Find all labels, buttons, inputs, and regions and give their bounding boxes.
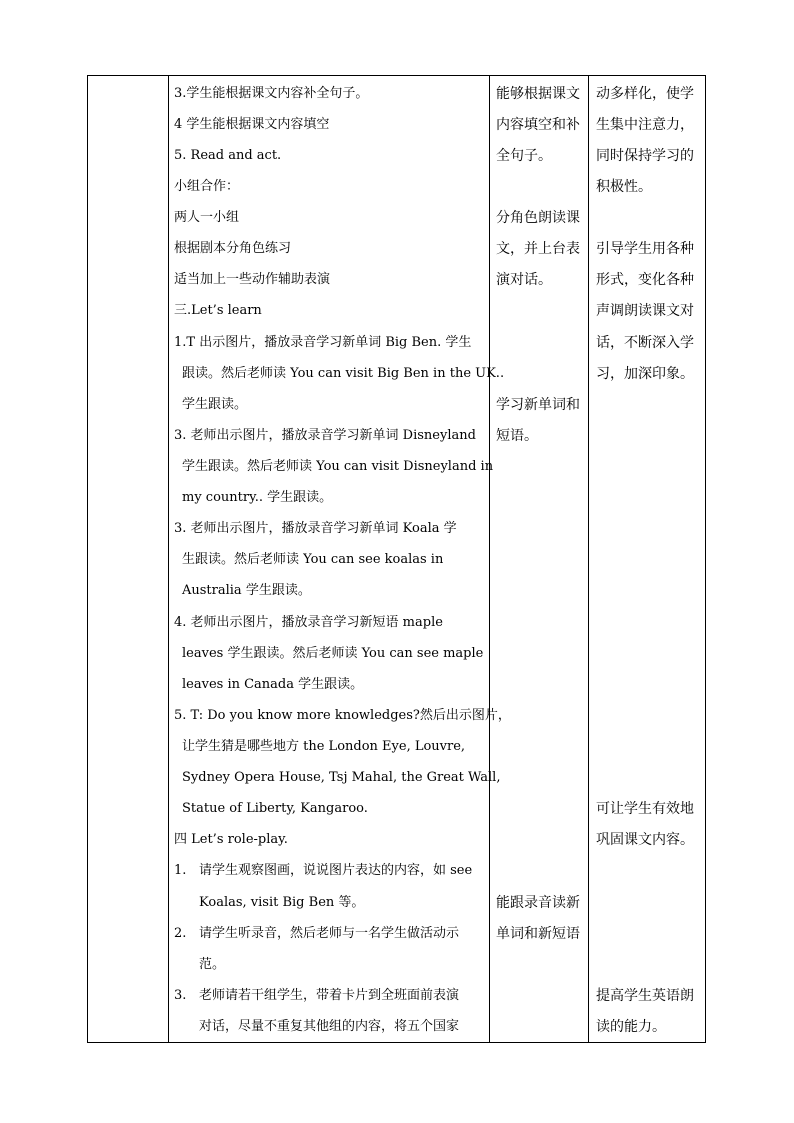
procedure-line: 让学生猜是哪些地方 the London Eye, Louvre, [182,739,466,754]
intent-line: 巩固课文内容。 [596,832,694,848]
list-number: 3. [174,988,187,1003]
procedure-line: 4 学生能根据课文内容填空 [174,117,330,132]
objective-line: 短语。 [496,428,538,444]
intent-line: 可让学生有效地 [596,801,694,817]
procedure-line: 学生跟读。 [182,397,248,412]
intent-line: 提高学生英语朗 [596,988,694,1004]
procedure-line: 3.学生能根据课文内容补全句子。 [174,86,369,101]
objective-line: 能够根据课文 [496,86,580,102]
intent-line: 动多样化，使学 [596,86,694,102]
procedure-line: 请学生听录音，然后老师与一名学生做活动示 [199,926,460,941]
objective-line: 分角色朗读课 [496,210,580,226]
intent-line: 读的能力。 [596,1019,666,1035]
procedure-line: 对话，尽量不重复其他组的内容，将五个国家 [199,1019,460,1034]
objective-line: 全句子。 [496,148,552,164]
objectives-column [490,76,588,1042]
procedure-line: my country.. 学生跟读。 [182,490,333,505]
objective-line: 单词和新短语 [496,926,580,942]
procedure-line: 5. Read and act. [174,148,282,163]
intent-line: 引导学生用各种 [596,241,694,257]
intent-line: 生集中注意力， [596,117,694,133]
objective-line: 学习新单词和 [496,397,580,413]
procedure-line: leaves in Canada 学生跟读。 [182,677,364,692]
objective-line: 演对话。 [496,272,552,288]
objective-line: 能跟录音读新 [496,895,580,911]
procedure-line: 范。 [199,957,226,972]
intent-line: 话，不断深入学 [596,335,694,351]
procedure-line: 适当加上一些动作辅助表演 [174,272,331,287]
procedure-line: 三.Let’s learn [174,303,262,318]
lesson-plan-table [87,75,706,1043]
procedure-line: 5. T: Do you know more knowledges?然后出示图片， [174,708,511,723]
objective-line: 文，并上台表 [496,241,580,257]
intent-line: 习，加深印象。 [596,366,694,382]
intent-line: 积极性。 [596,179,652,195]
procedure-column [169,76,511,1042]
procedure-line: Sydney Opera House, Tsj Mahal, the Great Wall, [182,770,501,785]
objective-line: 内容填空和补 [496,117,580,133]
procedure-line: 两人一小组 [174,210,240,225]
procedure-line: Australia 学生跟读。 [182,583,311,598]
blank-column [88,76,168,1042]
procedure-line: 4. 老师出示图片，播放录音学习新短语 maple [174,615,443,630]
intent-line: 形式，变化各种 [596,272,694,288]
procedure-line: 请学生观察图画，说说图片表达的内容，如 see [199,863,473,878]
list-number: 2. [174,926,187,941]
procedure-line: 小组合作： [174,179,240,194]
procedure-line: Koalas, visit Big Ben 等。 [199,895,365,910]
procedure-line: leaves 学生跟读。然后老师读 You can see maple [182,646,484,661]
intent-line: 声调朗读课文对 [596,303,694,319]
procedure-line: 学生跟读。然后老师读 You can visit Disneyland in [182,459,494,474]
intent-line: 同时保持学习的 [596,148,694,164]
procedure-line: Statue of Liberty, Kangaroo. [182,801,368,816]
procedure-line: 四 Let’s role-play. [174,832,288,847]
procedure-line: 生跟读。然后老师读 You can see koalas in [182,552,444,567]
procedure-line: 老师请若干组学生，带着卡片到全班面前表演 [199,988,460,1003]
procedure-line: 3. 老师出示图片，播放录音学习新单词 Disneyland [174,428,476,443]
procedure-line: 根据剧本分角色练习 [174,241,292,256]
intent-column [589,76,706,1042]
procedure-line: 跟读。然后老师读 You can visit Big Ben in the UK.. [182,366,505,381]
procedure-line: 3. 老师出示图片，播放录音学习新单词 Koala 学 [174,521,457,536]
list-number: 1. [174,863,187,878]
procedure-line: 1.T 出示图片，播放录音学习新单词 Big Ben. 学生 [174,335,472,350]
